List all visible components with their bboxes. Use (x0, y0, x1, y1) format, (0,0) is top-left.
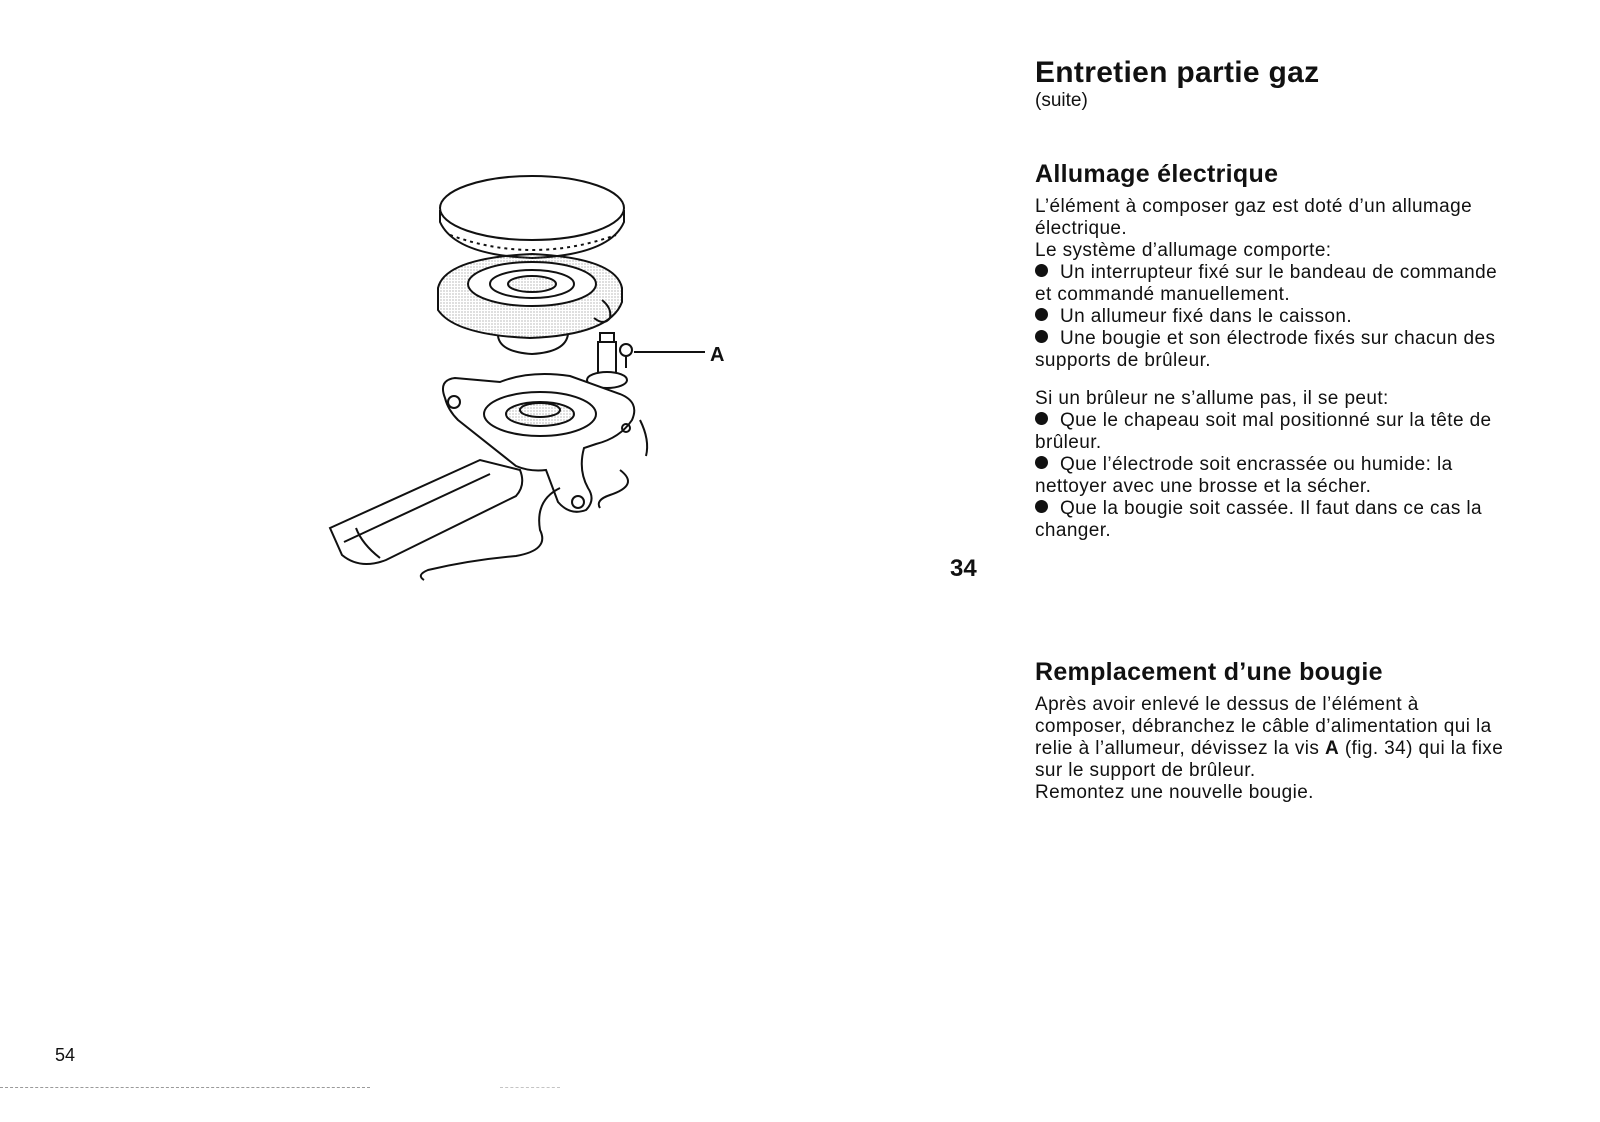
paragraph: L’élément à composer gaz est doté d’un allumage électrique. (1035, 196, 1473, 239)
burner-illustration (320, 170, 740, 610)
bullet-icon (1035, 500, 1048, 513)
page-subtitle: (suite) (1035, 90, 1088, 111)
burner-exploded-view-drawing (320, 170, 740, 610)
paragraph: Remontez une nouvelle bougie. (1035, 782, 1314, 803)
section-body-remplacement (1035, 694, 1505, 804)
paragraph: Si un brûleur ne s’allume pas, il se peut: (1035, 388, 1389, 409)
list-item (1035, 498, 1505, 542)
bold-reference: A (1325, 738, 1340, 759)
list-item (1035, 454, 1505, 498)
list-item-text: Un interrupteur fixé sur le bandeau de commande et commandé manuellement. (1035, 262, 1498, 305)
callout-label-a: A (710, 344, 725, 366)
list-item-text: Que la bougie soit cassée. Il faut dans ce cas la changer. (1035, 498, 1483, 541)
section-body-diagnostic (1035, 388, 1505, 542)
list-item-text: Un allumeur fixé dans le caisson. (1060, 306, 1353, 327)
list-item-text: Que le chapeau soit mal positionné sur la tête de brûleur. (1035, 410, 1492, 453)
list-item (1035, 262, 1505, 306)
list-item-text: Que l’électrode soit encrassée ou humide: la nettoyer avec une brosse et la sécher. (1035, 454, 1453, 497)
section-body-allumage (1035, 196, 1505, 372)
figure-number: 34 (950, 555, 977, 582)
paragraph (1035, 694, 1505, 782)
paragraph-text: (fig. 34) qui la fixe sur le support de brûleur. (1035, 738, 1504, 781)
page-title: Entretien partie gaz (1035, 56, 1320, 89)
list-item (1035, 306, 1505, 328)
list-item-text: Une bougie et son électrode fixés sur chacun des supports de brûleur. (1035, 328, 1496, 371)
bottom-rule (0, 1087, 370, 1089)
page-number: 54 (55, 1045, 76, 1065)
section-heading-allumage: Allumage électrique (1035, 160, 1279, 188)
bullet-icon (1035, 456, 1048, 469)
bullet-icon (1035, 412, 1048, 425)
paragraph: Le système d’allumage comporte: (1035, 240, 1332, 261)
bullet-icon (1035, 330, 1048, 343)
paragraph-text: Après avoir enlevé le dessus de l’élément à composer, débranchez le câble d’alimentation qui la relie à l’allumeur, dévissez la vis (1035, 694, 1492, 759)
list-item (1035, 410, 1505, 454)
list-item (1035, 328, 1505, 372)
bottom-rule (500, 1087, 560, 1089)
bullet-icon (1035, 264, 1048, 277)
section-heading-remplacement: Remplacement d’une bougie (1035, 658, 1383, 686)
bullet-icon (1035, 308, 1048, 321)
